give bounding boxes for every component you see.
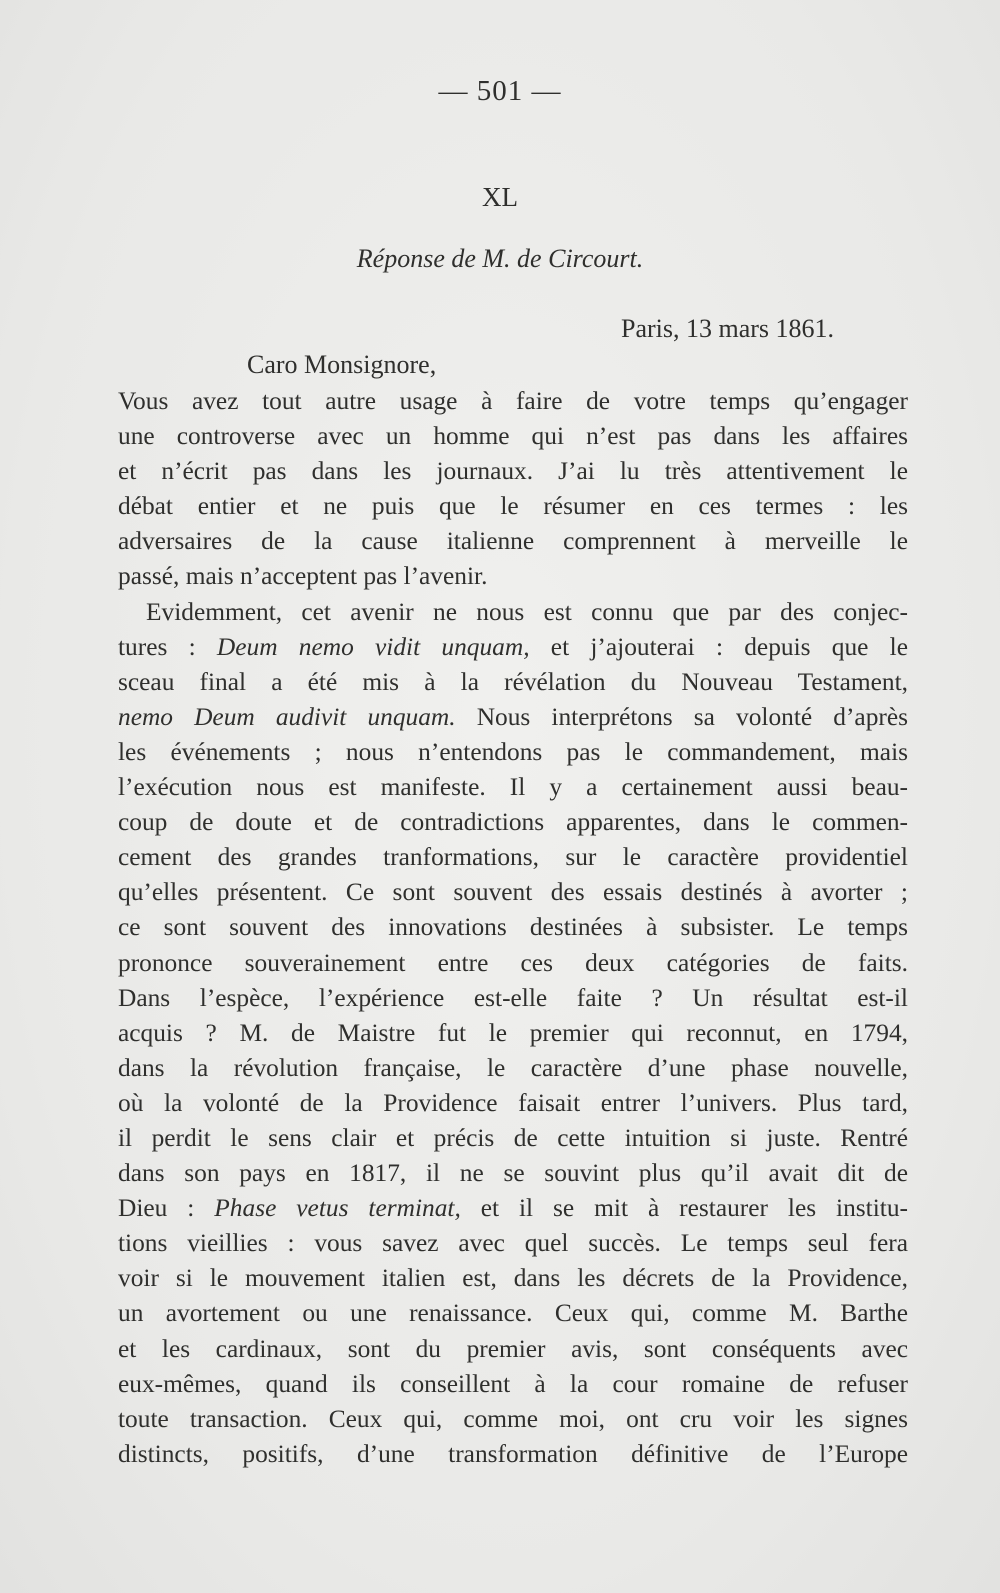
text-line: cement des grandes tranformations, sur le caractère providentiel [118,843,908,872]
text-line: toute transaction. Ceux qui, comme moi, ont cru voir les signes [118,1404,908,1433]
text-line: et n’écrit pas dans les journaux. J’ai lu très attentivement le [118,457,908,486]
chapter-subtitle: Réponse de M. de Circourt. [356,244,644,273]
latin-quote: Phase vetus terminat, [214,1194,461,1223]
text-line: eux-mêmes, quand ils conseillent à la cour romaine de refuser [118,1369,908,1398]
text-line: où la volonté de la Providence faisait entrer l’univers. Plus tard, [118,1088,908,1117]
text-line: passé, mais n’acceptent pas l’avenir. [118,562,488,591]
text-line [118,630,908,665]
text-line: Vous avez tout autre usage à faire de votre temps qu’engager [118,387,908,415]
text-line: un avortement ou une renaissance. Ceux qui, comme M. Barthe [118,1299,908,1328]
text-line: ce sont souvent des innovations destinées à subsister. Le temps [118,913,908,942]
text-run: et j’ajouterai : depuis que le [529,632,908,661]
text-line: dans la révolution française, le caractère d’une phase nouvelle, [118,1053,908,1082]
text-line: Evidemment, cet avenir ne nous est connu que par des conjec- [146,597,908,626]
text-line: et les cardinaux, sont du premier avis, sont conséquents avec [118,1334,908,1363]
text-line: voir si le mouvement italien est, dans les décrets de la Providence, [118,1264,908,1293]
text-line: les événements ; nous n’entendons pas le commandement, mais [118,737,908,766]
paragraph-2 [118,595,908,1472]
paragraph-1 [118,384,908,595]
text-run: Dieu : [118,1194,215,1223]
text-line: adversaires de la cause italienne comprennent à merveille le [118,527,908,556]
text-line: Dans l’espèce, l’expérience est-elle faite ? Un résultat est-il [118,983,908,1012]
text-run: Nous interprétons sa volonté d’après [455,702,909,731]
text-line: acquis ? M. de Maistre fut le premier qui reconnut, en 1794, [118,1018,908,1047]
text-line: l’exécution nous est manifeste. Il y a certainement aussi beau- [118,773,908,802]
text-line: coup de doute et de contradictions apparentes, dans le commen- [118,808,908,837]
text-line: qu’elles présentent. Ce sont souvent des essais destinés à avorter ; [118,878,908,907]
text-line [118,1191,908,1226]
text-line: prononce souverainement entre ces deux catégories de faits. [118,948,908,977]
chapter-number: XL [482,182,518,212]
page-number: — 501 — [438,75,562,107]
text-line: tions vieillies : vous savez avec quel succès. Le temps seul fera [118,1229,908,1258]
text-line [118,700,908,735]
text-line: distincts, positifs, d’une transformation définitive de l’Europe [118,1439,908,1468]
text-line: il perdit le sens clair et précis de cette intuition si juste. Rentré [118,1123,908,1152]
text-line: une controverse avec un homme qui n’est pas dans les affaires [118,422,908,451]
letter-body [118,384,908,1472]
letter-salutation: Caro Monsignore, [247,350,437,379]
text-line: sceau final a été mis à la révélation du Nouveau Testament, [118,667,908,696]
text-run: tures : [118,632,217,661]
text-run: et il se mit à restaurer les institu- [460,1194,908,1223]
text-line: dans son pays en 1817, il ne se souvint plus qu’il avait dit de [118,1159,908,1188]
latin-quote: nemo Deum audivit unquam. [118,702,456,731]
letter-dateline: Paris, 13 mars 1861. [621,314,835,343]
text-line: débat entier et ne puis que le résumer en ces termes : les [118,492,908,521]
latin-quote: Deum nemo vidit unquam, [216,632,530,661]
